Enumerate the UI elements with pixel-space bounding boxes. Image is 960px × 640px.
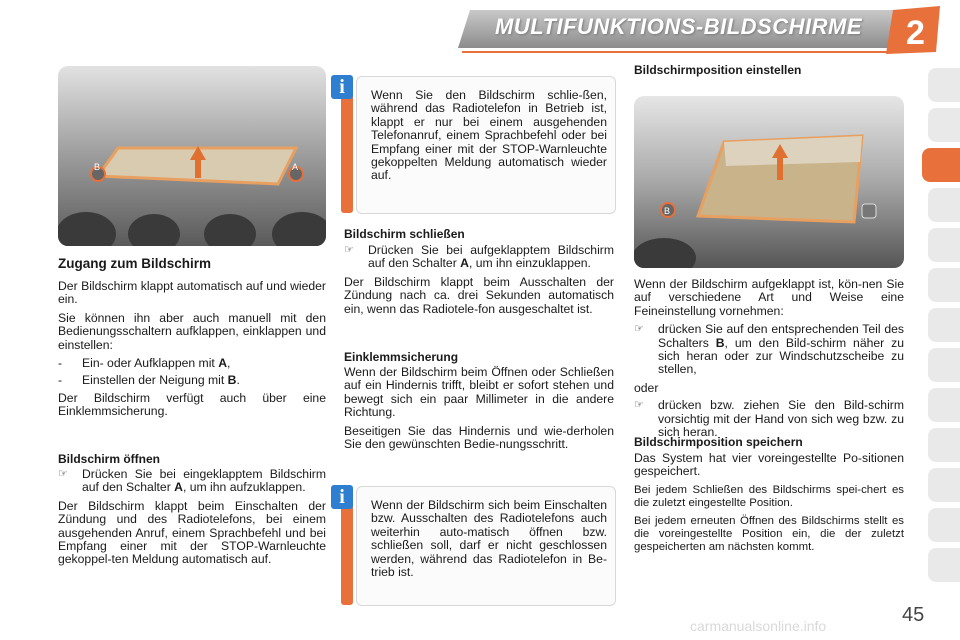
section-title-schliessen: Bildschirm schließen	[344, 227, 465, 241]
column-1-oeffnen-text	[58, 468, 326, 572]
chapter-tab[interactable]	[928, 188, 960, 222]
paragraph: Das System hat vier voreingestellte Po-sitionen gespeichert.	[634, 451, 904, 479]
dashboard-photo-closed	[58, 66, 326, 246]
page-number: 45	[902, 604, 925, 626]
column-3-text	[634, 278, 904, 444]
info-text: Wenn Sie den Bildschirm schlie-ßen, während das Radiotelefon in Betrieb ist, klappt er nur bei einem ausgehenden Telefonanruf, einem Sprachbefehl oder bei Empfang einer mit der STOP-Warnleuchte gekoppelten Meldung automatisch wieder auf.	[371, 88, 607, 183]
list-item: ☞ drücken bzw. ziehen Sie den Bild-schirm vorsichtig mit der Hand von sich weg bzw. zu sich heran.	[634, 398, 904, 440]
dashboard-photo-open	[634, 96, 904, 268]
list-item: ☞ drücken Sie auf den entsprechenden Teil des Schalters B, um den Bild-schirm näher zu sich heran oder zur Windschutzscheibe zu stellen,	[634, 322, 904, 377]
section-title-oeffnen: Bildschirm öffnen	[58, 452, 161, 466]
list-item: ☞ Drücken Sie bei aufgeklapptem Bildschirm auf den Schalter A, um ihn einzuklappen.	[344, 243, 614, 271]
chapter-tab[interactable]	[928, 308, 960, 342]
label-a: A	[292, 162, 299, 172]
chapter-tab[interactable]	[928, 68, 960, 102]
list-item: - Ein- oder Aufklappen mit A,	[58, 356, 231, 371]
paragraph: Der Bildschirm klappt automatisch auf und wieder ein.	[58, 279, 326, 307]
paragraph: Der Bildschirm klappt beim Ausschalten der Zündung nach ca. drei Sekunden automatisch ein, wenn das Radiotele-fon ausgeschaltet ist.	[344, 274, 614, 316]
chapter-number: 2	[906, 14, 925, 52]
section-title-einklemm: Einklemmsicherung	[344, 350, 459, 364]
column-1-text	[58, 280, 326, 424]
chapter-tab[interactable]	[928, 428, 960, 462]
chapter-tab[interactable]	[928, 388, 960, 422]
info-box-2	[339, 486, 616, 606]
column-2-einklemm-text	[344, 366, 614, 456]
label-b: B	[94, 162, 101, 172]
info-text: Wenn der Bildschirm sich beim Einschalten bzw. Ausschalten des Radiotelefons auch weiterhin auto-matisch öffnen bzw. schließen soll, darf er nicht geschlossen werden, während das Radiotelefon in Be-trieb ist.	[371, 498, 607, 580]
chapter-tab-active[interactable]	[922, 148, 960, 182]
chapter-tab[interactable]	[928, 348, 960, 382]
chapter-tab[interactable]	[928, 468, 960, 502]
page-header	[0, 0, 960, 56]
section-title-speichern: Bildschirmposition speichern	[634, 435, 803, 449]
column-3-speichern-text	[634, 452, 904, 559]
paragraph: Beseitigen Sie das Hindernis und wie-derholen Sie den gewünschten Bedie-nungsschritt.	[344, 423, 614, 452]
info-icon: i	[331, 75, 353, 99]
info-box-1	[339, 76, 616, 214]
info-bar	[341, 87, 353, 213]
info-bar	[341, 497, 353, 605]
section-title-zugang: Zugang zum Bildschirm	[58, 256, 212, 271]
paragraph: Wenn der Bildschirm beim Öffnen oder Schließen auf ein Hindernis trifft, bleibt er sofort stehen und bewegt sich ein paar Millimeter in die andere Richtung.	[344, 365, 614, 420]
chapter-tabs	[928, 68, 960, 618]
chapter-tab[interactable]	[928, 228, 960, 262]
chapter-tab[interactable]	[928, 508, 960, 542]
label-b: B	[664, 206, 671, 216]
dashboard-illustration	[634, 96, 904, 268]
paragraph: Sie können ihn aber auch manuell mit den Bedienungsschaltern aufklappen, einklappen und einstellen:	[58, 310, 326, 352]
chapter-tab[interactable]	[928, 108, 960, 142]
list-item: ☞ Drücken Sie bei eingeklapptem Bildschirm auf den Schalter A, um ihn aufzuklappen.	[58, 467, 326, 495]
paragraph: Der Bildschirm verfügt auch über eine Einklemmsicherung.	[58, 390, 326, 419]
paragraph: Bei jedem erneuten Öffnen des Bildschirms stellt es die voreingestellte Position ein, die der zuletzt gespeicherten am nächsten kommt.	[634, 514, 904, 553]
page-title: MULTIFUNKTIONS-BILDSCHIRME	[495, 14, 862, 39]
column-2-text	[344, 244, 614, 321]
paragraph: Der Bildschirm klappt beim Einschalten der Zündung und des Radiotelefons, bei einem ausgehenden Anruf, einem Sprachbefehl und bei Empfang einer mit der STOP-Warnleuchte gekoppel-ten Meldung automatisch auf.	[58, 498, 326, 567]
paragraph: Wenn der Bildschirm aufgeklappt ist, kön-nen Sie auf verschiedene Art und Weise eine Feineinstellung vornehmen:	[634, 277, 904, 318]
chapter-tab[interactable]	[928, 548, 960, 582]
list-item: - Einstellen der Neigung mit B.	[58, 373, 240, 388]
watermark: carmanualsonline.info	[690, 618, 827, 634]
paragraph: oder	[634, 380, 659, 395]
dashboard-illustration	[58, 66, 326, 246]
section-title-position: Bildschirmposition einstellen	[634, 63, 802, 77]
chapter-tab[interactable]	[928, 268, 960, 302]
paragraph: Bei jedem Schließen des Bildschirms spei-chert es die zuletzt eingestellte Position.	[634, 483, 904, 509]
info-icon: i	[331, 485, 353, 509]
